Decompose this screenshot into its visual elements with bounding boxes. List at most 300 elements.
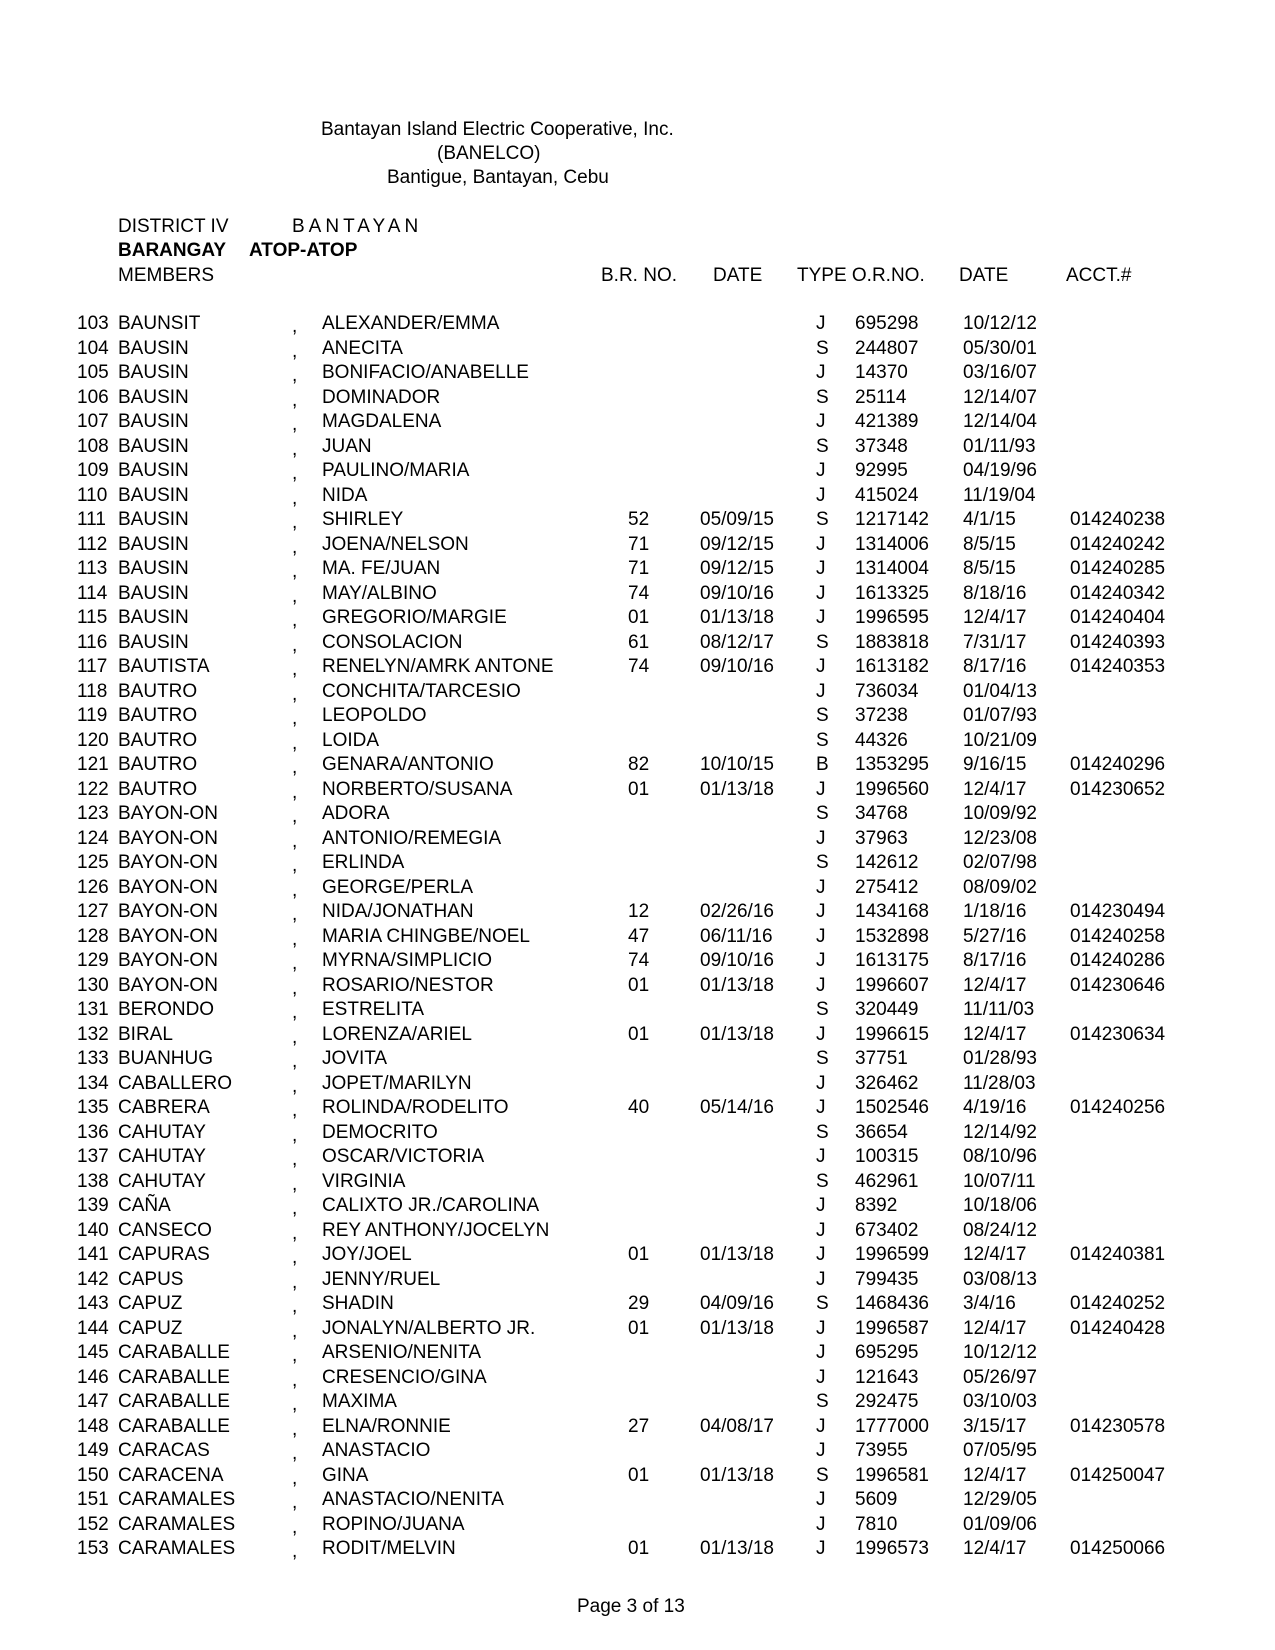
or-date: 12/4/17 (963, 607, 1027, 628)
membership-type: J (816, 925, 826, 947)
name-separator: , (292, 1467, 298, 1489)
last-name: CANSECO (118, 1219, 212, 1241)
account-number: 014240428 (1070, 1317, 1166, 1339)
member-number: 121 (77, 754, 109, 775)
br-date: 09/12/15 (700, 533, 774, 555)
name-separator: , (292, 732, 298, 754)
first-names: CRESENCIO/GINA (322, 1366, 487, 1388)
member-number: 150 (77, 1464, 109, 1486)
table-row (0, 1390, 1275, 1415)
name-separator: , (292, 1247, 298, 1268)
table-row (0, 1072, 1275, 1097)
member-number: 133 (77, 1048, 109, 1069)
br-number: 47 (628, 925, 650, 947)
or-date: 10/09/92 (963, 803, 1037, 824)
or-number: 25114 (855, 386, 907, 408)
or-date: 8/5/15 (963, 558, 1016, 579)
membership-type: J (816, 974, 826, 996)
name-separator: , (292, 830, 298, 852)
name-separator: , (292, 1100, 298, 1121)
first-names: GREGORIO/MARGIE (322, 607, 507, 628)
first-names: ANASTACIO/NENITA (322, 1489, 504, 1510)
first-names: JOENA/NELSON (322, 533, 469, 555)
last-name: BAUSIN (118, 558, 189, 579)
or-date: 04/19/96 (963, 460, 1037, 481)
or-number: 5609 (855, 1489, 898, 1510)
table-row (0, 312, 1275, 337)
account-number: 014240238 (1070, 509, 1166, 530)
br-date: 05/09/15 (700, 509, 774, 530)
name-separator: , (292, 1124, 298, 1146)
br-number: 01 (628, 1244, 650, 1265)
last-name: CAPURAS (118, 1244, 210, 1265)
or-date: 8/17/16 (963, 950, 1027, 971)
name-separator: , (292, 977, 298, 999)
member-number: 110 (77, 484, 108, 506)
br-date: 01/13/18 (700, 974, 774, 996)
name-separator: , (292, 610, 298, 631)
member-number: 108 (77, 435, 109, 457)
or-number: 799435 (855, 1268, 919, 1290)
br-number: 01 (628, 607, 650, 628)
membership-type: J (816, 558, 826, 579)
member-number: 143 (77, 1293, 109, 1314)
membership-type: S (816, 435, 829, 457)
member-number: 125 (77, 852, 109, 873)
or-number: 421389 (855, 411, 919, 432)
member-number: 142 (77, 1268, 109, 1290)
member-number: 151 (77, 1489, 109, 1510)
br-date: 05/14/16 (700, 1097, 774, 1118)
name-separator: , (292, 1271, 298, 1293)
account-number: 014240285 (1070, 558, 1166, 579)
membership-type: J (816, 656, 826, 677)
member-number: 140 (77, 1219, 109, 1241)
member-number: 109 (77, 460, 109, 481)
first-names: MAGDALENA (322, 411, 442, 432)
name-separator: , (292, 340, 298, 362)
last-name: BERONDO (118, 999, 215, 1020)
member-number: 128 (77, 925, 109, 947)
name-separator: , (292, 757, 298, 778)
or-number: 92995 (855, 460, 908, 481)
membership-type: J (816, 1538, 826, 1559)
or-number: 673402 (855, 1219, 919, 1241)
table-row (0, 1145, 1275, 1170)
name-separator: , (292, 1026, 298, 1048)
last-name: BAYON-ON (118, 876, 218, 898)
last-name: BAUSIN (118, 411, 189, 432)
or-date: 12/14/92 (963, 1121, 1037, 1143)
last-name: CABALLERO (118, 1072, 233, 1094)
membership-type: J (816, 1317, 826, 1339)
name-separator: , (292, 1320, 298, 1342)
or-number: 1434168 (855, 901, 929, 922)
or-number: 695295 (855, 1342, 919, 1363)
br-number: 52 (628, 509, 650, 530)
or-date: 10/12/12 (963, 313, 1037, 334)
or-date: 3/4/16 (963, 1293, 1016, 1314)
or-number: 1468436 (855, 1293, 929, 1314)
last-name: CAPUZ (118, 1317, 183, 1339)
first-names: ERLINDA (322, 852, 405, 873)
br-date: 01/13/18 (700, 1538, 774, 1559)
member-number: 114 (77, 582, 108, 604)
first-names: LEOPOLDO (322, 705, 427, 726)
table-row (0, 704, 1275, 729)
or-date: 08/24/12 (963, 1219, 1037, 1241)
member-number: 138 (77, 1170, 109, 1192)
br-date: 01/13/18 (700, 1317, 774, 1339)
member-number: 126 (77, 876, 109, 898)
membership-type: J (816, 484, 826, 506)
membership-type: J (816, 362, 826, 383)
name-separator: , (292, 1222, 298, 1244)
or-date: 4/1/15 (963, 509, 1016, 530)
first-names: ARSENIO/NENITA (322, 1342, 482, 1363)
table-row (0, 925, 1275, 950)
member-number: 145 (77, 1342, 109, 1363)
or-number: 8392 (855, 1195, 898, 1216)
name-separator: , (292, 1075, 298, 1097)
br-number: 01 (628, 1538, 650, 1559)
table-row (0, 1096, 1275, 1121)
br-date: 01/13/18 (700, 1244, 774, 1265)
name-separator: , (292, 438, 298, 460)
table-row (0, 827, 1275, 852)
membership-type: J (816, 1342, 826, 1363)
member-number: 136 (77, 1121, 109, 1143)
name-separator: , (292, 1149, 298, 1170)
br-date: 10/10/15 (700, 754, 774, 775)
last-name: BAUSIN (118, 484, 189, 506)
first-names: DOMINADOR (322, 386, 441, 408)
name-separator: , (292, 634, 298, 656)
first-names: PAULINO/MARIA (322, 460, 470, 481)
or-date: 12/4/17 (963, 778, 1027, 800)
br-number: 71 (628, 533, 650, 555)
page-number: Page 3 of 13 (577, 1596, 685, 1617)
br-date: 01/13/18 (700, 1023, 774, 1045)
br-number: 27 (628, 1415, 650, 1437)
name-separator: , (292, 487, 298, 509)
account-number: 014250066 (1070, 1538, 1166, 1559)
last-name: BAUTRO (118, 778, 198, 800)
table-row (0, 1194, 1275, 1219)
members-table (0, 312, 1275, 1562)
account-number: 014240353 (1070, 656, 1166, 677)
name-separator: , (292, 1002, 298, 1023)
membership-type: J (816, 1268, 826, 1290)
or-date: 12/4/17 (963, 1538, 1027, 1559)
account-number: 014230646 (1070, 974, 1166, 996)
or-number: 142612 (855, 852, 919, 873)
account-number: 014240286 (1070, 950, 1166, 971)
table-row (0, 1023, 1275, 1048)
barangay-value: ATOP-ATOP (249, 240, 358, 261)
table-row (0, 778, 1275, 803)
membership-type: J (816, 1415, 826, 1437)
first-names: JOVITA (322, 1048, 388, 1069)
table-row (0, 1366, 1275, 1391)
or-number: 1996615 (855, 1023, 929, 1045)
member-number: 116 (77, 631, 108, 653)
br-number: 71 (628, 558, 650, 579)
membership-type: J (816, 1195, 826, 1216)
table-row (0, 1513, 1275, 1538)
name-separator: , (292, 561, 298, 582)
br-date: 09/10/16 (700, 656, 774, 677)
or-number: 1996587 (855, 1317, 929, 1339)
membership-type: S (816, 729, 829, 751)
or-date: 01/28/93 (963, 1048, 1037, 1069)
table-row (0, 337, 1275, 362)
br-date: 06/11/16 (700, 925, 773, 947)
first-names: NIDA/JONATHAN (322, 901, 474, 922)
organization-abbreviation: (BANELCO) (437, 143, 541, 164)
table-row (0, 631, 1275, 656)
account-number: 014240404 (1070, 607, 1166, 628)
name-separator: , (292, 879, 298, 901)
first-names: OSCAR/VICTORIA (322, 1146, 485, 1167)
or-date: 01/04/13 (963, 680, 1037, 702)
br-number: 61 (628, 631, 650, 653)
table-row (0, 949, 1275, 974)
or-number: 44326 (855, 729, 908, 751)
member-number: 153 (77, 1538, 109, 1559)
last-name: BAUSIN (118, 533, 189, 555)
or-date: 7/31/17 (963, 631, 1027, 653)
first-names: MYRNA/SIMPLICIO (322, 950, 492, 971)
or-number: 1996573 (855, 1538, 929, 1559)
or-date: 12/4/17 (963, 1464, 1027, 1486)
first-names: JENNY/RUEL (322, 1268, 441, 1290)
membership-type: S (816, 999, 829, 1020)
or-date: 12/14/07 (963, 386, 1037, 408)
name-separator: , (292, 1198, 298, 1219)
br-date: 01/13/18 (700, 607, 774, 628)
or-number: 1314004 (855, 558, 929, 579)
or-date: 10/12/12 (963, 1342, 1037, 1363)
last-name: CARAMALES (118, 1538, 236, 1559)
last-name: CARABALLE (118, 1391, 230, 1412)
member-number: 113 (77, 558, 108, 579)
last-name: BAUSIN (118, 362, 189, 383)
table-row (0, 410, 1275, 435)
name-separator: , (292, 708, 298, 729)
membership-type: S (816, 337, 829, 359)
account-number: 014240381 (1070, 1244, 1166, 1265)
br-number: 40 (628, 1097, 650, 1118)
membership-type: J (816, 680, 826, 702)
first-names: ANTONIO/REMEGIA (322, 827, 502, 849)
membership-type: S (816, 386, 829, 408)
member-number: 119 (77, 705, 108, 726)
or-number: 1777000 (855, 1415, 929, 1437)
last-name: BAYON-ON (118, 974, 218, 996)
table-row (0, 998, 1275, 1023)
last-name: BAUTRO (118, 754, 198, 775)
name-separator: , (292, 928, 298, 950)
membership-type: S (816, 852, 829, 873)
or-date: 10/07/11 (963, 1170, 1036, 1192)
last-name: BUANHUG (118, 1048, 214, 1069)
or-date: 4/19/16 (963, 1097, 1027, 1118)
or-number: 34768 (855, 803, 908, 824)
br-number: 12 (628, 901, 650, 922)
table-row (0, 606, 1275, 631)
or-date: 9/16/15 (963, 754, 1027, 775)
or-date: 01/09/06 (963, 1513, 1037, 1535)
table-row (0, 582, 1275, 607)
last-name: BAUSIN (118, 460, 189, 481)
member-number: 132 (77, 1023, 109, 1045)
name-separator: , (292, 536, 298, 558)
or-number: 37751 (855, 1048, 908, 1069)
membership-type: S (816, 509, 829, 530)
member-number: 129 (77, 950, 109, 971)
or-date: 01/11/93 (963, 435, 1036, 457)
br-number: 74 (628, 582, 650, 604)
membership-type: J (816, 1513, 826, 1535)
name-separator: , (292, 1418, 298, 1440)
name-separator: , (292, 1051, 298, 1072)
member-number: 103 (77, 313, 109, 334)
name-separator: , (292, 1345, 298, 1366)
or-date: 05/30/01 (963, 337, 1037, 359)
account-number: 014240393 (1070, 631, 1166, 653)
first-names: ESTRELITA (322, 999, 425, 1020)
or-date: 10/18/06 (963, 1195, 1037, 1216)
first-names: BONIFACIO/ANABELLE (322, 362, 529, 383)
or-number: 37348 (855, 435, 908, 457)
first-names: JUAN (322, 435, 372, 457)
first-names: GENARA/ANTONIO (322, 754, 494, 775)
or-number: 37963 (855, 827, 908, 849)
organization-name: Bantayan Island Electric Cooperative, Inc. (321, 119, 674, 140)
last-name: BAUNSIT (118, 313, 201, 334)
member-number: 147 (77, 1391, 109, 1412)
member-number: 106 (77, 386, 109, 408)
member-number: 122 (77, 778, 109, 800)
last-name: BAUTRO (118, 705, 198, 726)
member-number: 152 (77, 1513, 109, 1535)
last-name: CAHUTAY (118, 1170, 206, 1192)
or-date: 12/4/17 (963, 974, 1027, 996)
member-number: 112 (77, 533, 108, 555)
account-number: 014250047 (1070, 1464, 1166, 1486)
member-number: 127 (77, 901, 109, 922)
br-date: 09/10/16 (700, 582, 774, 604)
account-number: 014240342 (1070, 582, 1166, 604)
last-name: BAUTISTA (118, 656, 210, 677)
or-date: 8/18/16 (963, 582, 1027, 604)
name-separator: , (292, 1296, 298, 1317)
or-number: 1613182 (855, 656, 929, 677)
membership-type: J (816, 1366, 826, 1388)
membership-type: J (816, 1219, 826, 1241)
or-number: 1314006 (855, 533, 929, 555)
membership-type: S (816, 631, 829, 653)
member-number: 141 (77, 1244, 109, 1265)
name-separator: , (292, 1443, 298, 1464)
table-row (0, 435, 1275, 460)
table-row (0, 557, 1275, 582)
first-names: ADORA (322, 803, 390, 824)
membership-type: J (816, 1244, 826, 1265)
table-row (0, 1268, 1275, 1293)
or-number: 1502546 (855, 1097, 929, 1118)
br-date: 08/12/17 (700, 631, 774, 653)
membership-type: J (816, 411, 826, 432)
or-number: 320449 (855, 999, 919, 1020)
first-names: DEMOCRITO (322, 1121, 438, 1143)
first-names: LORENZA/ARIEL (322, 1023, 472, 1045)
last-name: CARACAS (118, 1440, 210, 1461)
or-number: 326462 (855, 1072, 919, 1094)
first-names: MARIA CHINGBE/NOEL (322, 925, 530, 947)
table-row (0, 484, 1275, 509)
last-name: CARABALLE (118, 1342, 230, 1363)
table-row (0, 1415, 1275, 1440)
name-separator: , (292, 904, 298, 925)
br-number: 74 (628, 950, 650, 971)
column-header-or-date: DATE (959, 265, 1009, 286)
membership-type: J (816, 1097, 826, 1118)
or-number: 1996607 (855, 974, 929, 996)
account-number: 014240242 (1070, 533, 1166, 555)
account-number: 014240256 (1070, 1097, 1166, 1118)
br-number: 29 (628, 1293, 650, 1314)
table-row (0, 1439, 1275, 1464)
member-number: 107 (77, 411, 109, 432)
last-name: CAHUTAY (118, 1146, 206, 1167)
or-date: 11/11/03 (963, 999, 1035, 1020)
last-name: BAYON-ON (118, 925, 218, 947)
first-names: JOPET/MARILYN (322, 1072, 472, 1094)
or-date: 12/29/05 (963, 1489, 1037, 1510)
name-separator: , (292, 1516, 298, 1538)
membership-type: S (816, 803, 829, 824)
or-date: 11/19/04 (963, 484, 1036, 506)
name-separator: , (292, 683, 298, 705)
name-separator: , (292, 1541, 298, 1562)
column-header-date: DATE (713, 265, 763, 286)
membership-type: J (816, 607, 826, 628)
table-row (0, 1243, 1275, 1268)
member-number: 118 (77, 680, 108, 702)
first-names: ROLINDA/RODELITO (322, 1097, 509, 1118)
or-number: 1353295 (855, 754, 929, 775)
table-row (0, 1317, 1275, 1342)
first-names: ROSARIO/NESTOR (322, 974, 494, 996)
membership-type: S (816, 1464, 829, 1486)
membership-type: J (816, 1072, 826, 1094)
membership-type: S (816, 705, 829, 726)
table-row (0, 1219, 1275, 1244)
or-number: 1613175 (855, 950, 929, 971)
last-name: BAUSIN (118, 631, 189, 653)
or-number: 1532898 (855, 925, 929, 947)
or-date: 08/09/02 (963, 876, 1037, 898)
br-date: 02/26/16 (700, 901, 774, 922)
membership-type: J (816, 827, 826, 849)
or-number: 7810 (855, 1513, 898, 1535)
membership-type: J (816, 1023, 826, 1045)
or-date: 3/15/17 (963, 1415, 1027, 1437)
or-number: 1996560 (855, 778, 929, 800)
or-number: 100315 (855, 1146, 919, 1167)
